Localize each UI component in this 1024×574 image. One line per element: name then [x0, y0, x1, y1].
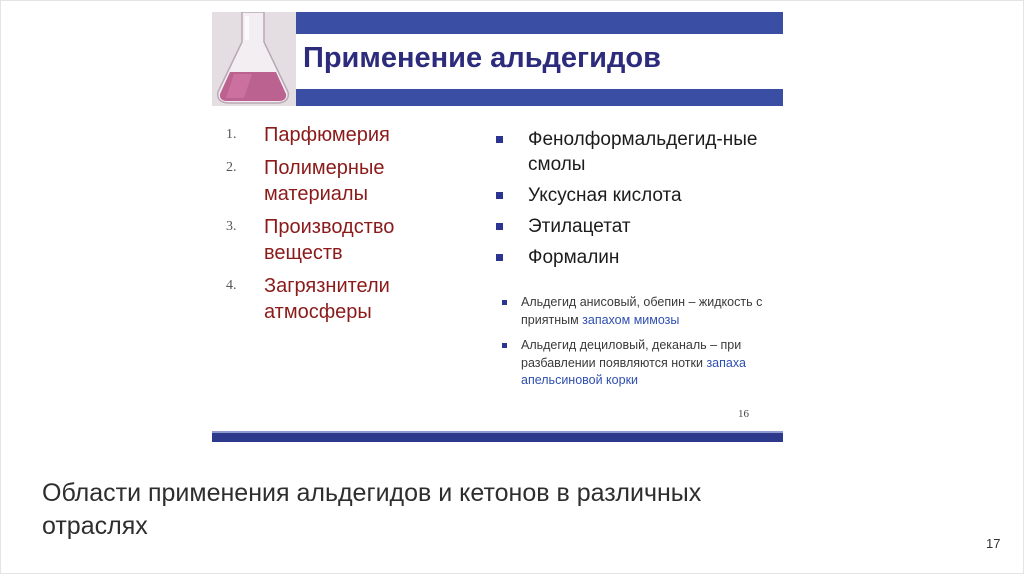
slide-number: 16 — [738, 408, 749, 420]
list-item — [492, 245, 772, 270]
applications-list — [226, 122, 456, 332]
list-item-text: Этилацетат — [528, 216, 631, 237]
list-item — [226, 273, 456, 325]
note-item — [496, 294, 766, 329]
list-item-text: Полимерные материалы — [264, 157, 385, 205]
slide-caption: Области применения альдегидов и кетонов в различных отраслях — [42, 479, 702, 540]
list-item-text: Парфюмерия — [264, 124, 390, 146]
list-item — [226, 214, 456, 266]
note-text: Альдегид анисовый, обепин – жидкость с приятным — [521, 295, 763, 327]
list-item-text: Уксусная кислота — [528, 185, 682, 206]
slide-footer-bar — [212, 431, 783, 442]
list-item — [226, 122, 456, 148]
substances-list — [492, 127, 772, 276]
list-item-text: Формалин — [528, 247, 620, 268]
list-item — [226, 155, 456, 207]
slide-title: Применение альдегидов — [303, 42, 661, 74]
list-item — [492, 127, 772, 177]
note-highlight: запаха апельсиновой корки — [521, 355, 746, 387]
list-item-text: Производство веществ — [264, 216, 395, 264]
square-bullet-icon — [502, 300, 507, 305]
square-bullet-icon — [496, 223, 503, 230]
list-number: 4. — [226, 278, 237, 293]
square-bullet-icon — [502, 343, 507, 348]
square-bullet-icon — [496, 136, 503, 143]
flask-image — [212, 12, 296, 106]
note-item — [496, 337, 766, 390]
square-bullet-icon — [496, 192, 503, 199]
list-item-text: Загрязнители атмосферы — [264, 275, 390, 323]
slide-image — [212, 12, 783, 442]
list-item — [492, 183, 772, 208]
notes-list — [496, 294, 766, 398]
list-number: 1. — [226, 127, 237, 142]
list-number: 3. — [226, 219, 237, 234]
square-bullet-icon — [496, 254, 503, 261]
list-item — [492, 214, 772, 239]
page-number: 17 — [986, 536, 1001, 551]
note-highlight: запахом мимозы — [582, 312, 680, 327]
list-item-text: Фенолформальдегид-ные смолы — [528, 129, 758, 175]
note-text: Альдегид дециловый, деканаль – при разбавлении появляются нотки — [521, 338, 742, 370]
list-number: 2. — [226, 160, 237, 175]
